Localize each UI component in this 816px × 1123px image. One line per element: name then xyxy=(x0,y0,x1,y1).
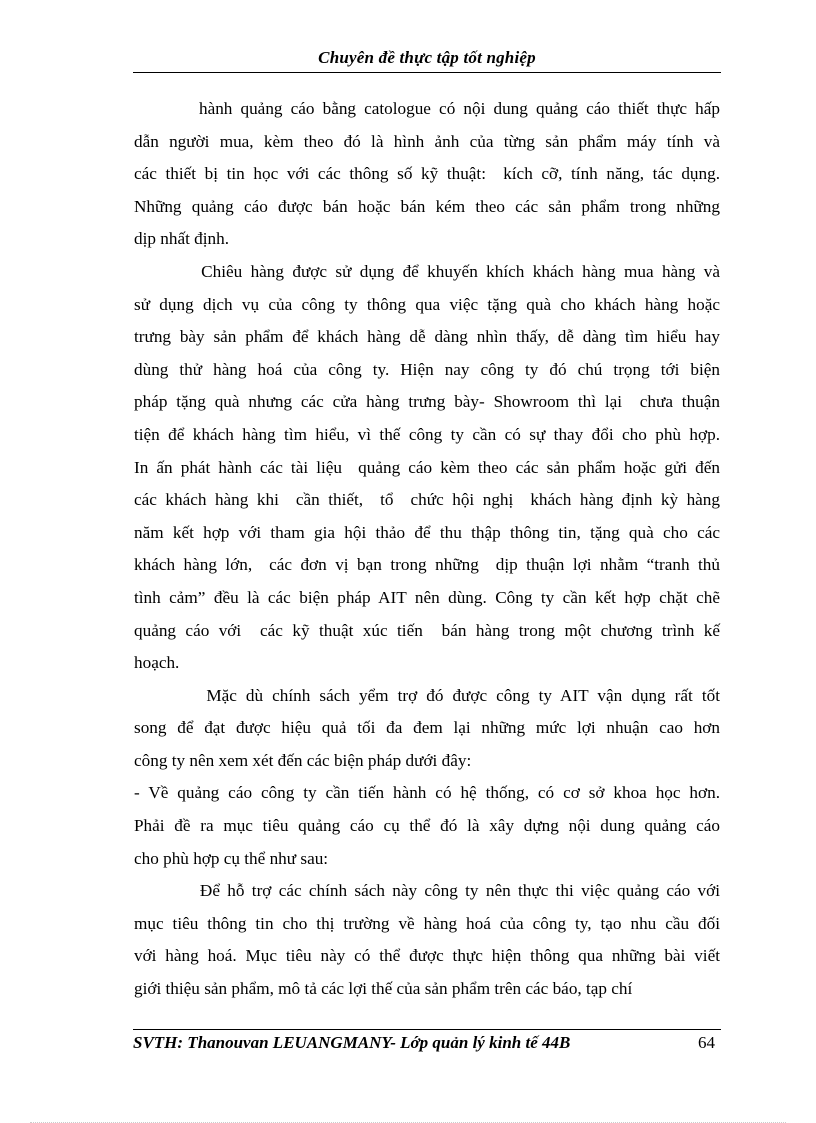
text-line: hoạch. xyxy=(134,653,180,673)
text-line: các thiết bị tin học với các thông số kỹ thuật: kích cỡ, tính năng, tác dụng. xyxy=(134,164,720,184)
text-line: hành quảng cáo bằng catologue có nội dung quảng cáo thiết thực hấp xyxy=(134,99,720,118)
text-line: Để hỗ trợ các chính sách này công ty nên thực thi việc quảng cáo với xyxy=(134,881,720,901)
page-number: 64 xyxy=(698,1033,715,1052)
text-line: dịp nhất định. xyxy=(134,229,230,249)
text-line: pháp tặng quà nhưng các cửa hàng trưng bày- Showroom thì lại chưa thuận xyxy=(134,392,720,412)
text-line: Chiêu hàng được sử dụng để khuyến khích khách hàng mua hàng và xyxy=(134,261,720,281)
text-line: tiện để khách hàng tìm hiểu, vì thế công ty cần có sự thay đổi cho phù hợp. xyxy=(134,424,720,444)
header-title: Chuyên đề thực tập tốt nghiệp xyxy=(318,48,536,67)
footer-author: SVTH: Thanouvan LEUANGMANY- Lớp quản lý kinh tế 44B xyxy=(133,1033,571,1052)
body-text xyxy=(134,93,720,1006)
page-header xyxy=(133,48,721,73)
text-line: với hàng hoá. Mục tiêu này có thể được thực hiện thông qua những bài viết xyxy=(134,946,720,966)
text-line: dùng thử hàng hoá của công ty. Hiện nay công ty đó chú trọng tới biện xyxy=(134,359,720,379)
text-line: trưng bày sản phẩm để khách hàng dễ dàng nhìn thấy, dễ dàng tìm hiểu hay xyxy=(134,327,720,347)
text-line: công ty nên xem xét đến các biện pháp dưới đây: xyxy=(134,750,472,770)
text-line: In ấn phát hành các tài liệu quảng cáo kèm theo các sản phẩm hoặc gửi đến xyxy=(134,457,720,477)
text-line: Phải đề ra mục tiêu quảng cáo cụ thể đó là xây dựng nội dung quảng cáo xyxy=(134,816,720,836)
text-line: song để đạt được hiệu quả tối đa đem lại những mức lợi nhuận cao hơn xyxy=(134,718,720,738)
text-line: mục tiêu thông tin cho thị trường về hàng hoá của công ty, tạo nhu cầu đối xyxy=(134,913,720,933)
text-line: các khách hàng khi cần thiết, tổ chức hội nghị khách hàng định kỳ hàng xyxy=(134,490,720,510)
text-line: dẫn người mua, kèm theo đó là hình ảnh của từng sản phẩm máy tính và xyxy=(134,131,720,151)
text-line: tình cảm” đều là các biện pháp AIT nên dùng. Công ty cần kết hợp chặt chẽ xyxy=(134,587,720,607)
text-line: - Về quảng cáo công ty cần tiến hành có hệ thống, có cơ sở khoa học hơn. xyxy=(134,783,720,803)
text-line: Mặc dù chính sách yểm trợ đó được công ty AIT vận dụng rất tốt xyxy=(134,685,720,705)
text-line: Những quảng cáo được bán hoặc bán kém theo các sản phẩm trong những xyxy=(134,196,720,216)
text-line: cho phù hợp cụ thể như sau: xyxy=(134,848,329,868)
text-line: năm kết hợp với tham gia hội thảo để thu thập thông tin, tặng quà cho các xyxy=(134,522,720,542)
text-line: giới thiệu sản phẩm, mô tả các lợi thế của sản phẩm trên các báo, tạp chí xyxy=(134,979,633,999)
text-line: sử dụng dịch vụ của công ty thông qua việc tặng quà cho khách hàng hoặc xyxy=(134,294,720,314)
header-divider xyxy=(133,72,721,73)
text-line: khách hàng lớn, các đơn vị bạn trong những dịp thuận lợi nhằm “tranh thủ xyxy=(134,555,720,575)
page-footer xyxy=(133,1029,721,1053)
text-line: quảng cáo với các kỹ thuật xúc tiến bán hàng trong một chương trình kế xyxy=(134,620,720,640)
